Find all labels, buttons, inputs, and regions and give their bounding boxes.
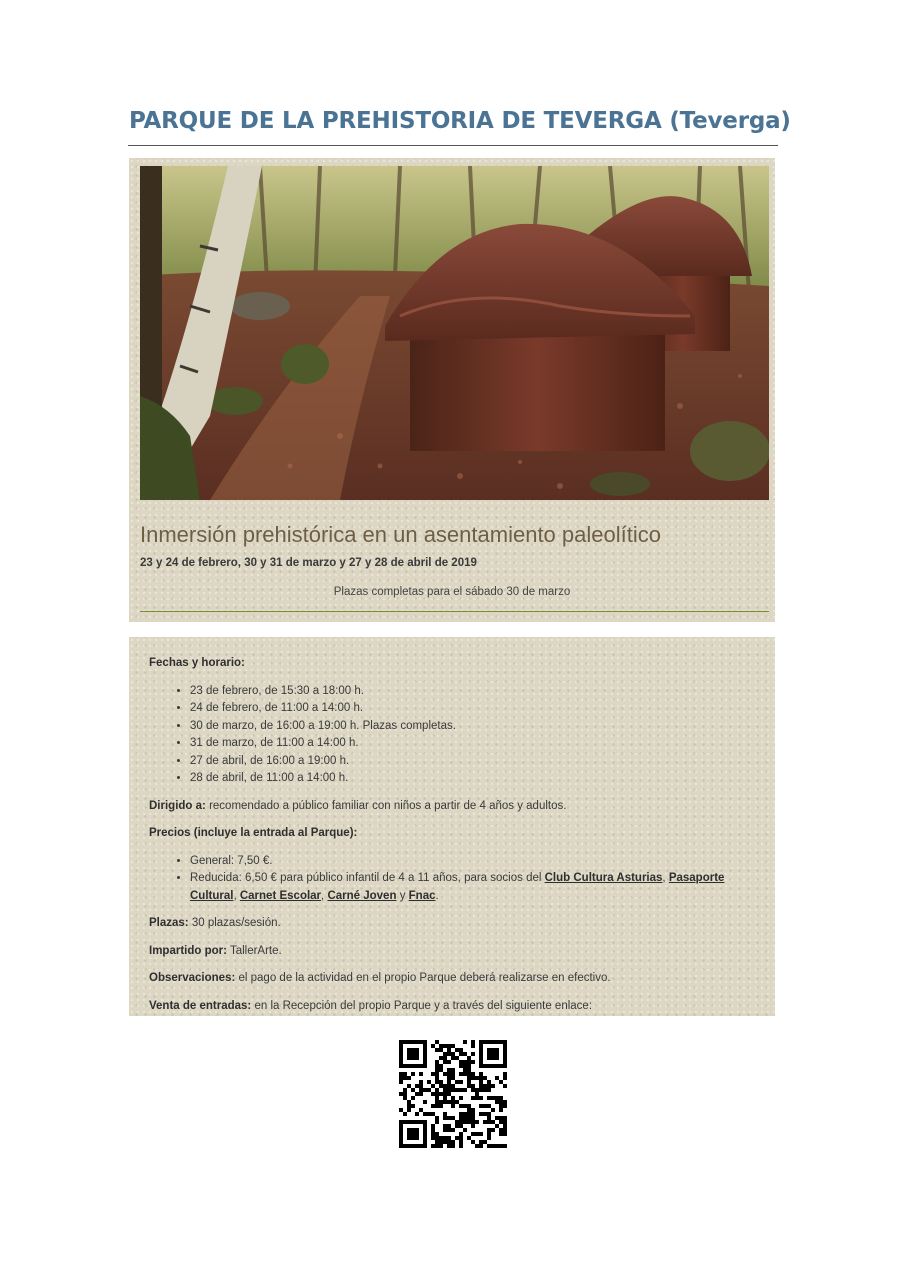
details-card [129, 637, 775, 1016]
places-paragraph [149, 915, 764, 933]
list-item: • 23 de febrero, de 15:30 a 18:00 h. [190, 683, 764, 701]
event-card [129, 158, 775, 622]
audience-label: Dirigido a: [149, 799, 206, 812]
separator: . [435, 889, 439, 902]
price-reduced-text: Reducida: 6,50 € para público infantil de 4 a 11 años, para socios del [190, 872, 542, 884]
prices-list [149, 853, 764, 906]
schedule-label: Fechas y horario: [149, 657, 245, 669]
event-divider [140, 611, 769, 612]
event-notice: Plazas completas para el sábado 30 de marzo [333, 586, 571, 598]
price-reduced [190, 870, 764, 905]
notes-paragraph [149, 970, 764, 988]
list-item: • 31 de marzo, de 11:00 a 14:00 h. [190, 735, 764, 753]
taught-label: Impartido por: [149, 944, 227, 957]
link-pasaporte-cultural[interactable]: Pasaporte Cultural [190, 872, 725, 902]
link-carnet-escolar[interactable]: Carnet Escolar [239, 889, 322, 902]
taught-text: TallerArte. [229, 944, 282, 957]
separator: y [399, 889, 406, 902]
separator: , [233, 889, 237, 902]
details-text [149, 655, 764, 1025]
link-carne-joven[interactable]: Carné Joven [327, 889, 397, 902]
audience-paragraph [149, 798, 764, 816]
link-club-cultura-asturias[interactable]: Club Cultura Asturias [544, 872, 663, 884]
event-dates: 23 y 24 de febrero, 30 y 31 de marzo y 27 y 28 de abril de 2019 [140, 557, 477, 569]
separator: , [662, 872, 666, 884]
prices-label: Precios (incluye la entrada al Parque): [149, 827, 358, 839]
price-general: • General: 7,50 €. [190, 853, 764, 871]
list-item: • 28 de abril, de 11:00 a 14:00 h. [190, 770, 764, 788]
schedule-list [149, 683, 764, 788]
tickets-text: en la Recepción del propio Parque y a través del siguiente enlace: [254, 999, 593, 1012]
tickets-paragraph [149, 998, 764, 1016]
title-divider [128, 145, 778, 146]
event-photo [140, 166, 769, 500]
qr-code[interactable] [399, 1040, 507, 1148]
audience-text: recomendado a público familiar con niños a partir de 4 años y adultos. [209, 799, 567, 812]
qr-code-image [399, 1040, 507, 1148]
separator: , [321, 889, 325, 902]
link-fnac[interactable]: Fnac [408, 889, 436, 902]
places-text: 30 plazas/sesión. [191, 917, 281, 929]
notes-label: Observaciones: [149, 972, 236, 984]
tickets-label: Venta de entradas: [149, 999, 252, 1012]
taught-paragraph [149, 943, 764, 961]
list-item: • 24 de febrero, de 11:00 a 14:00 h. [190, 700, 764, 718]
list-item: • 30 de marzo, de 16:00 a 19:00 h. Plazas completas. [190, 718, 764, 736]
notes-text: el pago de la actividad en el propio Parque deberá realizarse en efectivo. [238, 972, 611, 984]
list-item: • 27 de abril, de 16:00 a 19:00 h. [190, 753, 764, 771]
page-title: PARQUE DE LA PREHISTORIA DE TEVERGA (Teverga) [129, 108, 791, 134]
event-title: Inmersión prehistórica en un asentamiento paleolítico [140, 522, 661, 547]
places-label: Plazas: [149, 917, 189, 929]
